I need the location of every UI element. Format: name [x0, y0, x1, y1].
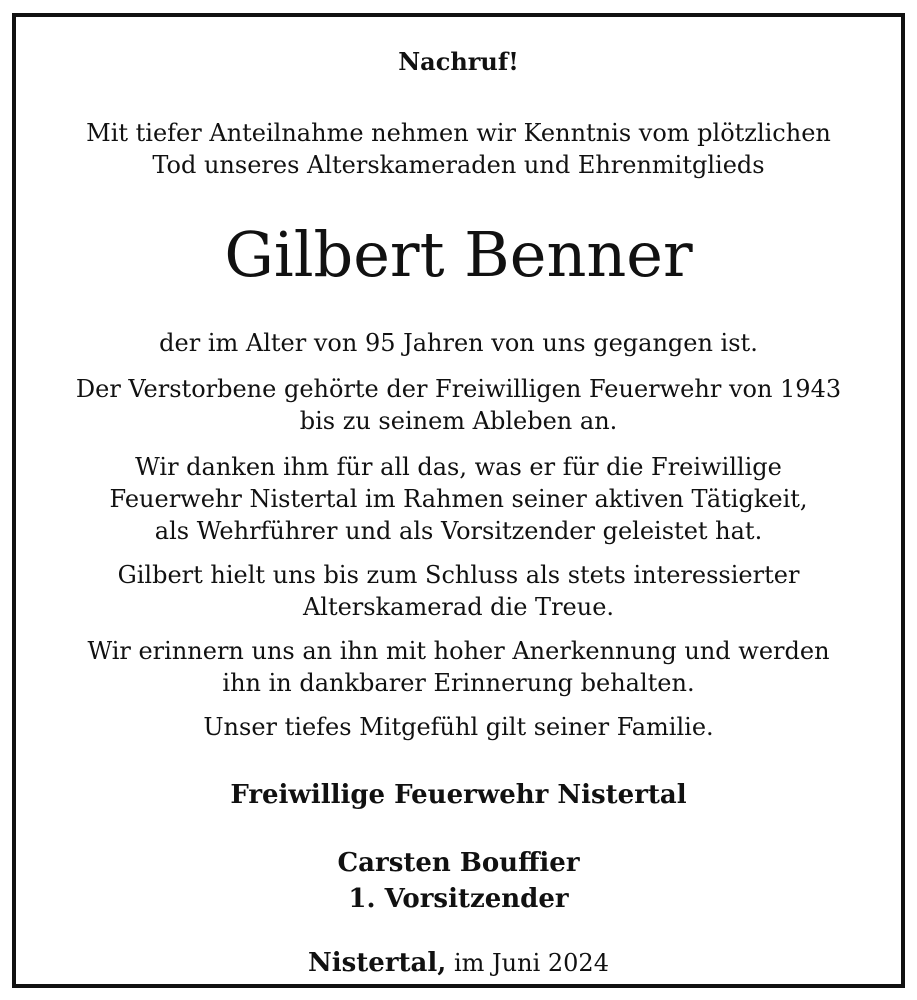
- obituary-frame: [12, 13, 905, 988]
- intro-line: Mit tiefer Anteilnahme nehmen wir Kenntnis vom plötzlichen: [86, 119, 831, 147]
- obituary-heading: Nachruf!: [398, 47, 519, 76]
- date: im Juni 2024: [453, 949, 609, 977]
- paragraph-line: der im Alter von 95 Jahren von uns gegangen ist.: [159, 329, 758, 357]
- paragraph-line: Wir erinnern uns an ihn mit hoher Anerkennung und werden: [87, 637, 830, 665]
- paragraph-remembrance: [16, 635, 901, 699]
- deceased-name: Gilbert Benner: [224, 218, 693, 291]
- intro-line: Tod unseres Alterskameraden und Ehrenmitglieds: [152, 151, 765, 179]
- signatory: [16, 845, 901, 917]
- paragraph-thanks: [16, 451, 901, 547]
- paragraph-line: Unser tiefes Mitgefühl gilt seiner Familie.: [203, 713, 714, 741]
- paragraph-line: Der Verstorbene gehörte der Freiwilligen Feuerwehr von 1943: [75, 375, 842, 403]
- paragraph-line: ihn in dankbarer Erinnerung behalten.: [222, 669, 695, 697]
- place: Nistertal,: [308, 948, 447, 978]
- paragraph-line: Gilbert hielt uns bis zum Schluss als stets interessierter: [117, 561, 800, 589]
- paragraph-age: [16, 327, 901, 359]
- paragraph-line: Alterskamerad die Treue.: [302, 593, 615, 621]
- paragraph-line: Feuerwehr Nistertal im Rahmen seiner aktiven Tätigkeit,: [109, 485, 808, 513]
- paragraph-membership: [16, 373, 901, 437]
- paragraph-line: als Wehrführer und als Vorsitzender geleistet hat.: [154, 517, 763, 545]
- paragraph-line: bis zu seinem Ableben an.: [299, 407, 618, 435]
- place-date: [16, 945, 901, 981]
- intro-text: [16, 117, 901, 181]
- paragraph-loyalty: [16, 559, 901, 623]
- paragraph-line: Wir danken ihm für all das, was er für die Freiwillige: [135, 453, 782, 481]
- signatory-title: 1. Vorsitzender: [348, 884, 569, 914]
- paragraph-condolence: [16, 711, 901, 743]
- organization-name: Freiwillige Feuerwehr Nistertal: [230, 780, 687, 810]
- signatory-name: Carsten Bouffier: [337, 848, 580, 878]
